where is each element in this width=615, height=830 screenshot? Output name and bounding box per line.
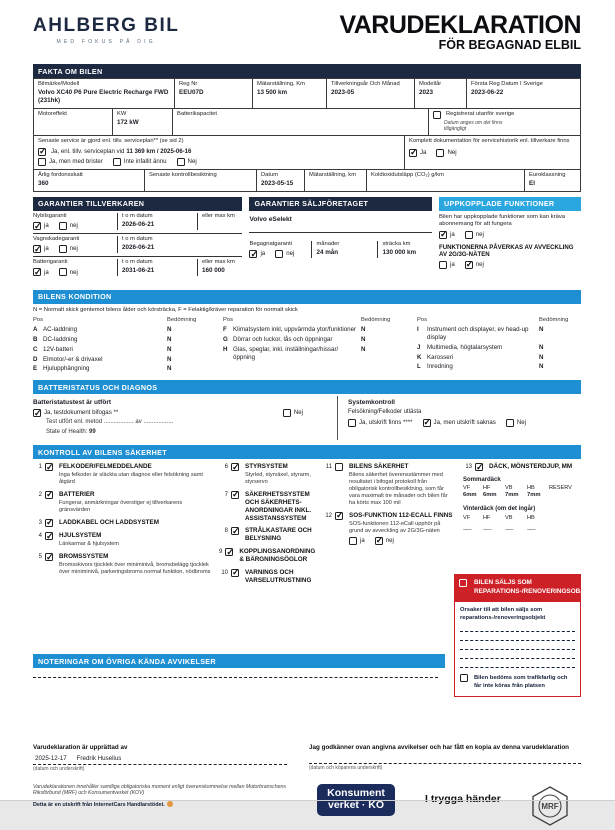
print-source-icon <box>167 801 173 807</box>
field-datum: Datum 2023-05-15 <box>256 170 304 191</box>
field-registrerat-utanfor-sverige: Registrerat utanför sverige Datum anges om det finns tillgängligt <box>428 109 580 136</box>
batterigaranti-nej-checkbox[interactable] <box>59 268 67 276</box>
section-fakta-om-bilen: FAKTA OM BILEN <box>33 64 581 78</box>
field-modellar: Modellår 2023 <box>414 79 466 108</box>
vagnskadegaranti-row: Vagnskadegaranti ✓ ja nej t o m datum 2026-06-21 <box>33 234 242 257</box>
konsumentverket-logo: Konsument verket · KO <box>317 784 395 816</box>
sakerhet-col-1 <box>33 463 211 649</box>
signature-note-left: (datum och underskrift) <box>33 765 85 772</box>
section-kontroll-sakerhet: KONTROLL AV BILENS SÄKERHET <box>33 445 581 459</box>
field-fordonsskatt: Årlig fordonsskatt 360 <box>38 171 83 187</box>
fakta-row-1 <box>33 78 581 109</box>
upprattad-av-label: Varudeklaration är upprättad av <box>33 744 128 752</box>
service-block: Senaste service är gjord enl. tillv. serviceplan** (se sid 2) ✓ Ja, enl. tillv. serviceplan vid 11 369 km / 2025-06-16 Ja, men med brister Inte infallit ännu Nej <box>34 136 404 168</box>
nybilsgaranti-row: Nybilsgaranti ✓ ja nej t o m datum 2026-06-21 eller max km <box>33 211 242 234</box>
kondition-item: L Inredning N <box>417 363 544 371</box>
garantier-section <box>33 197 581 285</box>
header <box>33 10 581 64</box>
kondition-item: K Karosseri N <box>417 353 544 361</box>
reparationsobjekt-body <box>455 602 580 696</box>
field-matarstallning-2: Mätarställning, km <box>304 170 366 191</box>
section-batteristatus: BATTERISTATUS OCH DIAGNOS <box>33 380 581 394</box>
sakerhet-checkbox-3[interactable] <box>45 519 53 527</box>
fine-print: Varudeklarationen innehåller samtliga obligatoriska moment enligt överenskommelse mellan Motorbranschens Riksförbund (MRF) och Konsumentverket (KOV) Detta är en utskrift från InternetCars Handlarstödet. <box>33 783 286 808</box>
field-matarstallning: Mätarställning, Km 13 500 km <box>252 79 326 108</box>
garantier-saljforetaget <box>249 197 432 285</box>
sommardack-label: Sommardäck <box>463 476 501 483</box>
signature-date: 2025-12-17 <box>35 754 67 762</box>
reparationsobjekt-checkbox[interactable] <box>459 579 467 587</box>
kondition-legend: N = Normalt skick gentemot bilens ålder och körsträcka, F = Felaktig/kräver reparation för normalt skick <box>33 306 298 313</box>
begagnatgaranti-nej-checkbox[interactable] <box>275 250 283 258</box>
dealer-logo-text: AHLBERG BIL <box>33 15 180 36</box>
avveckling-ja-checkbox[interactable] <box>439 261 447 269</box>
kondition-col-1: Pos Bedömning A AC-laddning N B DC-laddning N C 12V-batteri N D Elmotor/-er & drivaxel N E Hjulupphängning N <box>33 317 209 375</box>
sakerhet-item-10: 10 ✓ VARNINGS OCH VARSELUTRUSTNING <box>219 569 315 585</box>
field-kw: KW 172 kW <box>112 109 172 136</box>
footer-bottom <box>33 784 581 830</box>
sakerhet-item-9: 9 ✓ KOPPLINGSANORDNING & BÄRGNINGSÖGLOR <box>219 548 315 564</box>
signature-row <box>33 755 581 772</box>
signature-name: Fredrik Huselius <box>76 754 122 762</box>
utskrift-finns-checkbox[interactable] <box>348 419 356 427</box>
vinterdack-headers: VF HF VB HB <box>463 514 535 521</box>
field-motoreffekt: Motoreffekt <box>38 110 67 117</box>
sakerhet-checkbox-11[interactable] <box>335 463 343 471</box>
batteritest-ja-checkbox[interactable] <box>33 409 41 417</box>
felsokning-nej-checkbox[interactable] <box>506 419 514 427</box>
field-koldioxid: Koldioxidutsläpp (CO₂) g/km <box>366 170 524 191</box>
garanti-program: Volvo eSelekt <box>249 216 432 233</box>
sakerhet-checkbox-4[interactable] <box>45 532 53 540</box>
felsokning-label: Felsökning/Felkoder utlästa <box>348 409 422 416</box>
kondition-col-3: Pos Bedömning I Instrument och displayer, ev head-up display N J Multimedia, högtalarsystem N K Karosseri N L Inredning N <box>417 317 581 375</box>
field-bilmarke-modell: Bilmärke/Modell Volvo XC40 P6 Pure Electric Recharge FWD (231hk) <box>38 81 169 105</box>
kondition-item: C 12V-batteri N <box>33 345 172 353</box>
begagnatgaranti-ja-checkbox[interactable] <box>249 250 257 258</box>
uppkopplade-nej-checkbox[interactable] <box>465 231 473 239</box>
section-noteringar: NOTERINGAR OM ÖVRIGA KÄNDA AVVIKELSER <box>33 654 445 668</box>
uppkopplade-funktioner: UPPKOPPLADE FUNKTIONER Bilen har uppkopplade funktioner som kan kräva abonnemang för att fungera ✓ ja nej FUNKTIONERNA PÅVERKAS AV AVVECKLING AV 2G/3G-NÄTEN ja ✓ nej <box>439 197 581 285</box>
dokumentation-block: Komplett dokumentation för servicehistorik enl. tillverkare finns ✓ Ja Nej <box>404 136 580 168</box>
orsaker-label: Orsaker till att bilen säljs som reparations-/renoveringsobjekt <box>460 606 546 622</box>
sakerhet-checkbox-1[interactable] <box>45 463 53 471</box>
sakerhet-col-2 <box>219 463 315 649</box>
state-of-health-value: 99 <box>89 428 96 435</box>
fakta-row-2 <box>33 109 581 137</box>
sakerhet-item-12: 12 ✓ SOS-FUNKTION 112-ECALL FINNS SOS-funktionen 112-eCall upphör på grund av avveckling av 2G/3G-näten ja ✓ nej <box>323 512 455 545</box>
ecall-nej-checkbox[interactable] <box>375 537 383 545</box>
signature-note-right: (datum och köparens underskrift) <box>309 764 383 771</box>
kondition-item: B DC-laddning N <box>33 336 172 343</box>
kondition-item: I Instrument och displayer, ev head-up display N <box>417 326 544 341</box>
sakerhet-col-3 <box>323 463 455 649</box>
vinterdack-label: Vinterdäck (om det ingår) <box>463 506 536 513</box>
sakerhet-item-1: 1 ✓ FELKODER/FELMEDDELANDE Inga felkoder är släckta utan diagnos eller felsökning samt åtgärd <box>33 463 211 486</box>
sakerhet-checkbox-6[interactable] <box>231 463 239 471</box>
begagnatgaranti-row: Begagnatgaranti ✓ ja nej månader 24 mån sträcka km 130 000 km <box>249 239 432 261</box>
sakerhet-checkbox-12[interactable] <box>335 512 343 520</box>
ecall-ja-checkbox[interactable] <box>349 537 357 545</box>
systemkontroll-block: Systemkontroll Felsökning/Felkoder utlästa Ja, utskrift finns **** ✓ Ja, men utskrift saknas Nej <box>338 396 581 440</box>
kondition-item: A AC-laddning N <box>33 326 172 334</box>
sakerhet-checkbox-8[interactable] <box>231 527 239 535</box>
field-reg-nr: Reg Nr EEU07D <box>174 79 252 108</box>
reparationsobjekt-header: BILEN SÄLJS SOM REPARATIONS-/RENOVERINGSOBJEKT <box>455 575 580 602</box>
dack-block <box>463 477 581 534</box>
field-batterikapacitet: Batterikapacitet <box>172 109 428 136</box>
kondition-columns <box>33 317 581 375</box>
batterigaranti-ja-checkbox[interactable] <box>33 268 41 276</box>
sakerhet-item-13: 13 ✓ DÄCK, MÖNSTERDJUP, MM <box>463 463 581 472</box>
avveckling-nej-checkbox[interactable] <box>465 261 473 269</box>
nybilsgaranti-nej-checkbox[interactable] <box>59 222 67 230</box>
document-subtitle: FÖR BEGAGNAD ELBIL <box>438 37 581 52</box>
state-of-health: State of Health: 99 <box>46 428 96 435</box>
service-brister-checkbox[interactable] <box>38 158 46 166</box>
vagnskadegaranti-nej-checkbox[interactable] <box>59 245 67 253</box>
dokumentation-ja-checkbox[interactable] <box>409 149 417 157</box>
fakta-row-4 <box>33 170 581 192</box>
registrerat-utanfor-sverige-checkbox[interactable] <box>433 111 441 119</box>
kondition-item: E Hjulupphängning N <box>33 365 172 373</box>
buyer-signature <box>309 755 581 772</box>
sakerhet-item-5: 5 ✓ BROMSSYSTEM Bromsskivors tjocklek över miniminivå, bromsbelägg tjocklek över miniminivå, parkeringsbroms normal funktion, nödbroms <box>33 553 211 576</box>
sakerhet-item-11: 11 BILENS SÄKERHET Bilens säkerhet överensstämmer med resultatet i bifogat protokoll från obligatorisk kontrollbesiktning, som får vara maximalt tre månader och bilen får ha körts max 100 mil <box>325 463 448 506</box>
sakerhet-item-7: 7 ✓ SÄKERHETSSYSTEM OCH SÄKERHETSANORDNINGAR INKL. ASSISTANSSYSTEM <box>219 491 315 522</box>
kondition-item: G Dörrar och luckor, lås och öppningar N <box>223 336 366 343</box>
seller-signature <box>33 755 287 772</box>
uppkopplade-ja-checkbox[interactable] <box>439 231 447 239</box>
section-garantier-tillverkaren: GARANTIER TILLVERKAREN <box>33 197 242 211</box>
service-ja-checkbox[interactable] <box>38 148 46 156</box>
kondition-item: F Klimatsystem inkl, uppvärmda ytor/funktioner N <box>223 326 366 334</box>
service-inte-infallit-checkbox[interactable] <box>113 158 121 166</box>
batterigaranti-row: Batterigaranti ✓ ja nej t o m datum 2031-06-21 eller max km 160 000 <box>33 257 242 279</box>
field-kontrollbesiktning: Senaste kontrollbesiktning <box>144 170 256 191</box>
trygga-hander-label: I trygga händer <box>425 792 501 805</box>
sakerhet-item-6: 6 ✓ STYRSYSTEM Styrled, styrväxel, styrarm, styrservo <box>219 463 315 486</box>
field-tillverkningsar: Tillverkningsår Och Månad 2023-05 <box>326 79 414 108</box>
section-uppkopplade-funktioner: UPPKOPPLADE FUNKTIONER <box>439 197 581 211</box>
batteristatus-content <box>33 396 581 440</box>
sommardack-values: 6mm 6mm 7mm 7mm <box>463 492 541 499</box>
dealer-logo <box>33 14 179 45</box>
fakta-row-service <box>33 136 581 169</box>
sakerhet-item-3: 3 ✓ LADDKABEL OCH LADDSYSTEM <box>33 519 211 528</box>
svg-text:MRF: MRF <box>541 801 559 811</box>
nybilsgaranti-ja-checkbox[interactable] <box>33 222 41 230</box>
mrf-logo <box>529 785 571 830</box>
batteritest-nej-checkbox[interactable] <box>283 409 291 417</box>
garantier-tillverkaren <box>33 197 242 285</box>
sommardack-headers: VF HF VB HB RESERV <box>463 485 572 492</box>
sakerhet-checkbox-7[interactable] <box>231 491 239 499</box>
footer-labels <box>33 744 581 752</box>
section-garantier-saljforetaget: GARANTIER SÄLJFÖRETAGET <box>249 197 432 211</box>
sakerhet-checkbox-2[interactable] <box>45 491 53 499</box>
sakerhet-checkbox-9[interactable] <box>225 548 233 556</box>
service-nej-checkbox[interactable] <box>177 158 185 166</box>
field-forsta-reg-datum: Första Reg Datum I Sverige 2023-06-22 <box>466 79 580 108</box>
reparationsobjekt-box <box>454 574 597 697</box>
vinterdack-values: ------ ------ ------ ------ <box>463 526 536 533</box>
trafikfarlig-checkbox[interactable] <box>460 674 468 682</box>
dealer-logo-tagline: MED FOKUS PÅ DIG <box>56 38 156 45</box>
service-ja-value: 11 369 km / 2025-06-16 <box>126 147 192 155</box>
registrerat-note: Datum anges om det finns tillgängligt <box>444 119 503 133</box>
avveckling-text: FUNKTIONERNA PÅVERKAS AV AVVECKLING AV 2G/3G-NÄTEN <box>439 243 574 259</box>
noteringar-line <box>33 668 438 678</box>
uppkopplade-text: Bilen har uppkopplade funktioner som kan kräva abonnemang för att fungera <box>439 213 566 228</box>
sakerhet-item-2: 2 ✓ BATTERIER Fungerar, anmärkningar överstiger ej tillverkarens gränsvärden <box>33 491 211 514</box>
kondition-item: J Multimedia, högtalarsystem N <box>417 343 544 351</box>
sakerhet-checkbox-13[interactable] <box>475 463 483 471</box>
document-title-block <box>339 11 581 53</box>
test-metod-line: Test utfört enl. metod .................. av .................. <box>46 419 174 426</box>
godkanner-label: Jag godkänner ovan angivna avvikelser och har fått en kopia av denna varudeklaration <box>309 744 570 752</box>
vagnskadegaranti-ja-checkbox[interactable] <box>33 245 41 253</box>
kondition-item: D Elmotor/-er & drivaxel N <box>33 355 172 363</box>
sakerhet-checkbox-5[interactable] <box>45 553 53 561</box>
sakerhet-item-4: 4 ✓ HJULSYSTEM Länkarmar & hjulsystem <box>33 532 211 548</box>
document-title: VARUDEKLARATION <box>339 11 581 39</box>
section-bilens-kondition: BILENS KONDITION <box>33 290 581 304</box>
batteristatustest-block: Batteristatustest är utfört ✓ Ja, testdokument bifogas ** Nej Test utfört enl. metod .................. av .................. State of Health: 99 <box>33 396 338 440</box>
utskrift-saknas-checkbox[interactable] <box>423 419 431 427</box>
kondition-col-2: Pos Bedömning F Klimatsystem inkl, uppvärmda ytor/funktioner N G Dörrar och luckor, lås och öppningar N H Glas, speglar, inkl. inställningar/hissar/öppning N <box>223 317 403 375</box>
trafikfarlig-row: Bilen bedöms som trafikfarlig och får inte köras från platsen <box>460 674 575 690</box>
field-euroklassning: Euroklassning El <box>524 170 580 191</box>
dokumentation-nej-checkbox[interactable] <box>436 149 444 157</box>
kondition-item: H Glas, speglar, inkl. inställningar/hissar/öppning N <box>223 345 366 361</box>
sakerhet-checkbox-10[interactable] <box>231 569 239 577</box>
sakerhet-item-8: 8 ✓ STRÅLKASTARE OCH BELYSNING <box>219 527 315 543</box>
